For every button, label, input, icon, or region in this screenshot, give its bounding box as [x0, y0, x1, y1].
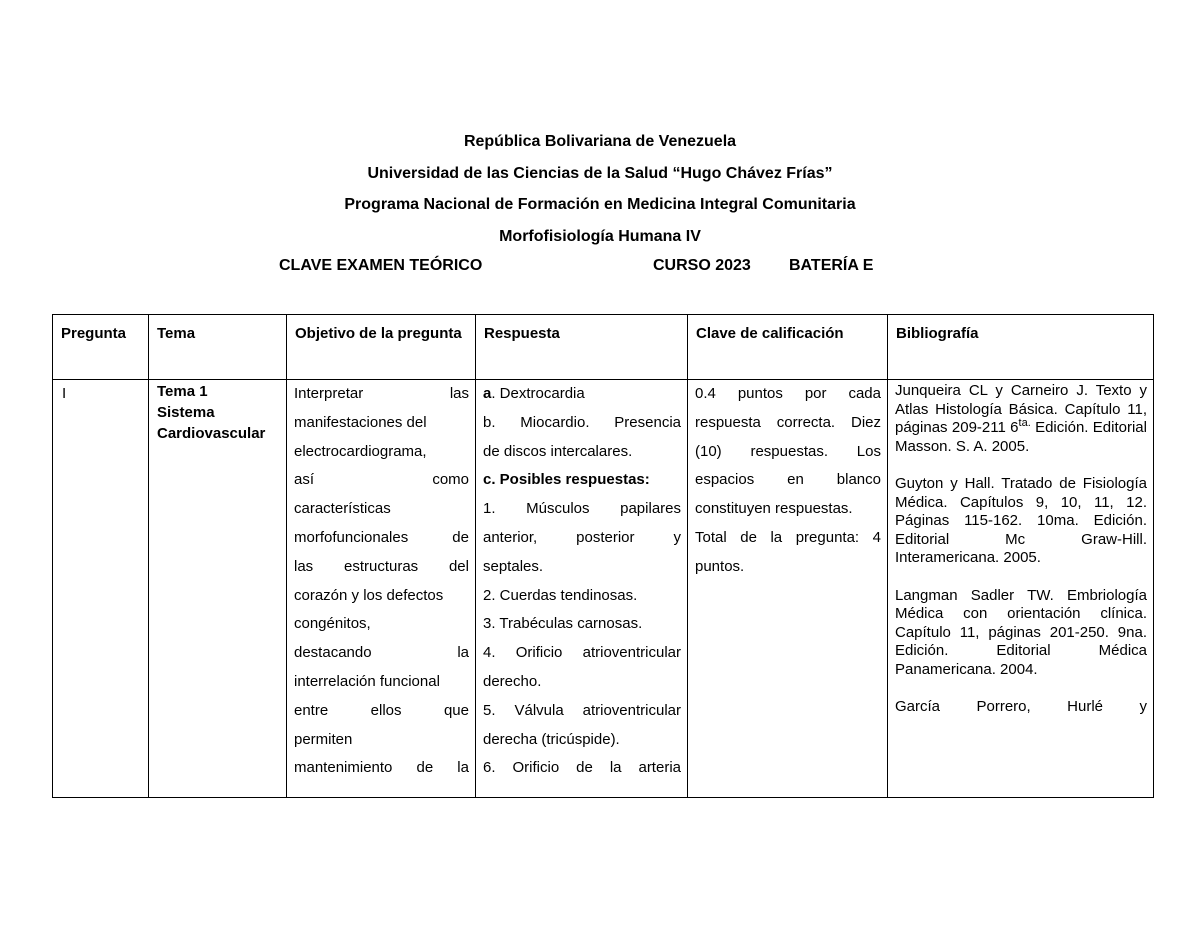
clave-line: (10) respuestas. Los	[695, 442, 881, 460]
exam-info-line	[0, 253, 1200, 279]
objetivo-line: características	[294, 500, 391, 518]
cell-respuesta	[476, 380, 688, 798]
respuesta-item-line: anterior, posterior y	[483, 528, 681, 546]
respuesta-item-line: 5. Válvula atrioventricular	[483, 701, 681, 719]
respuesta-item-line: 4. Orificio atrioventricular	[483, 644, 681, 662]
header-line-program: Programa Nacional de Formación en Medicina Integral Comunitaria	[344, 196, 856, 213]
table-header-row	[53, 315, 1154, 380]
header-line-subject: Morfofisiología Humana IV	[499, 227, 701, 245]
clave-line: espacios en blanco	[695, 471, 881, 489]
col-header-objetivo-text: Objetivo de la pregunta	[295, 325, 462, 342]
objetivo-line: así como	[294, 471, 469, 489]
exam-title: CLAVE EXAMEN TEÓRICO	[279, 257, 483, 274]
header-line-republic: República Bolivariana de Venezuela	[463, 133, 737, 150]
answer-key-table	[52, 314, 1154, 798]
col-header-bibliografia: Bibliografía	[888, 315, 1154, 380]
col-header-tema: Tema	[149, 315, 287, 380]
objetivo-line: congénitos,	[294, 615, 371, 633]
respuesta-item-line: derecha (tricúspide).	[483, 730, 620, 748]
tema-line-3: Cardiovascular	[157, 425, 266, 442]
document-header	[0, 126, 1200, 252]
respuesta-item-line: septales.	[483, 557, 544, 575]
bibliografia-ref-1	[895, 382, 1147, 456]
respuesta-item-line: 2. Cuerdas tendinosas.	[483, 586, 638, 604]
pregunta-number: I	[62, 385, 67, 402]
ref-1-text-end: Edición. Editorial Masson. S. A. 2005.	[895, 419, 1147, 455]
respuesta-a-text: . Dextrocardia	[491, 385, 585, 402]
respuesta-item-line: 1. Músculos papilares	[483, 500, 681, 518]
cell-bibliografia	[888, 380, 1154, 798]
clave-line: Total de la pregunta: 4	[695, 528, 881, 546]
respuesta-c	[483, 466, 681, 495]
objetivo-line: las estructuras del	[294, 557, 469, 575]
objetivo-line: interrelación funcional	[294, 672, 440, 690]
cell-tema	[149, 380, 287, 798]
objetivo-line: entre ellos que	[294, 701, 469, 719]
objetivo-line: corazón y los defectos	[294, 586, 444, 604]
col-header-respuesta: Respuesta	[476, 315, 688, 380]
col-header-objetivo	[287, 315, 476, 380]
cell-pregunta	[53, 380, 149, 798]
objetivo-line: manifestaciones del	[294, 413, 427, 431]
battery-label: BATERÍA E	[789, 257, 874, 274]
tema-line-1: Tema 1	[157, 383, 208, 400]
cell-clave	[688, 380, 888, 798]
respuesta-item-line: 6. Orificio de la arteria	[483, 759, 681, 777]
ref-4-text: García Porrero, Hurlé y	[895, 698, 1147, 715]
clave-line: 0.4 puntos por cada	[695, 385, 881, 402]
clave-line: respuesta correcta. Diez	[695, 413, 881, 431]
objetivo-line: permiten	[294, 730, 353, 748]
respuesta-a-label: a	[483, 385, 492, 402]
respuesta-c-label: c	[483, 471, 492, 489]
objetivo-line: morfofuncionales de	[294, 528, 469, 546]
ref-1-sup: ta.	[1018, 417, 1031, 429]
header-line-university: Universidad de las Ciencias de la Salud “Hugo Chávez Frías”	[367, 164, 833, 182]
tema-line-2: Sistema	[157, 404, 215, 421]
respuesta-b-line: de discos intercalares.	[483, 442, 633, 460]
objetivo-line: mantenimiento de la	[294, 759, 469, 777]
table-row	[53, 380, 1154, 798]
bibliografia-ref-3: Langman Sadler TW. Embriología Médica con orientación clínica. Capítulo 11, páginas 201-250. 9na. Edición. Editorial Médica Panamericana. 2004.	[895, 586, 1147, 678]
cell-objetivo	[287, 380, 476, 798]
respuesta-c-text: . Posibles respuestas:	[491, 471, 650, 489]
col-header-pregunta: Pregunta	[53, 315, 149, 380]
col-header-clave: Clave de calificación	[688, 315, 888, 380]
respuesta-item-line: 3. Trabéculas carnosas.	[483, 615, 643, 633]
objetivo-line: electrocardiograma,	[294, 442, 427, 460]
ref-1-text: Junqueira CL y Carneiro J. Texto y Atlas Histología Básica. Capítulo 11, páginas 209-211 6	[895, 382, 1147, 436]
respuesta-item-line: derecho.	[483, 672, 542, 690]
respuesta-a	[483, 380, 681, 409]
bibliografia-ref-2: Guyton y Hall. Tratado de Fisiología Médica. Capítulos 9, 10, 11, 12. Páginas 115-162. 10ma. Edición. Editorial Mc Graw-Hill. Interamericana. 2005.	[895, 475, 1147, 566]
course-label: CURSO 2023	[653, 257, 751, 274]
clave-line: constituyen respuestas.	[695, 500, 853, 518]
respuesta-b-line: b. Miocardio. Presencia	[483, 413, 681, 431]
objetivo-line: destacando la	[294, 644, 469, 662]
clave-line: puntos.	[695, 557, 745, 575]
bibliografia-ref-4	[895, 698, 1147, 717]
objetivo-line: Interpretar las	[294, 385, 469, 402]
